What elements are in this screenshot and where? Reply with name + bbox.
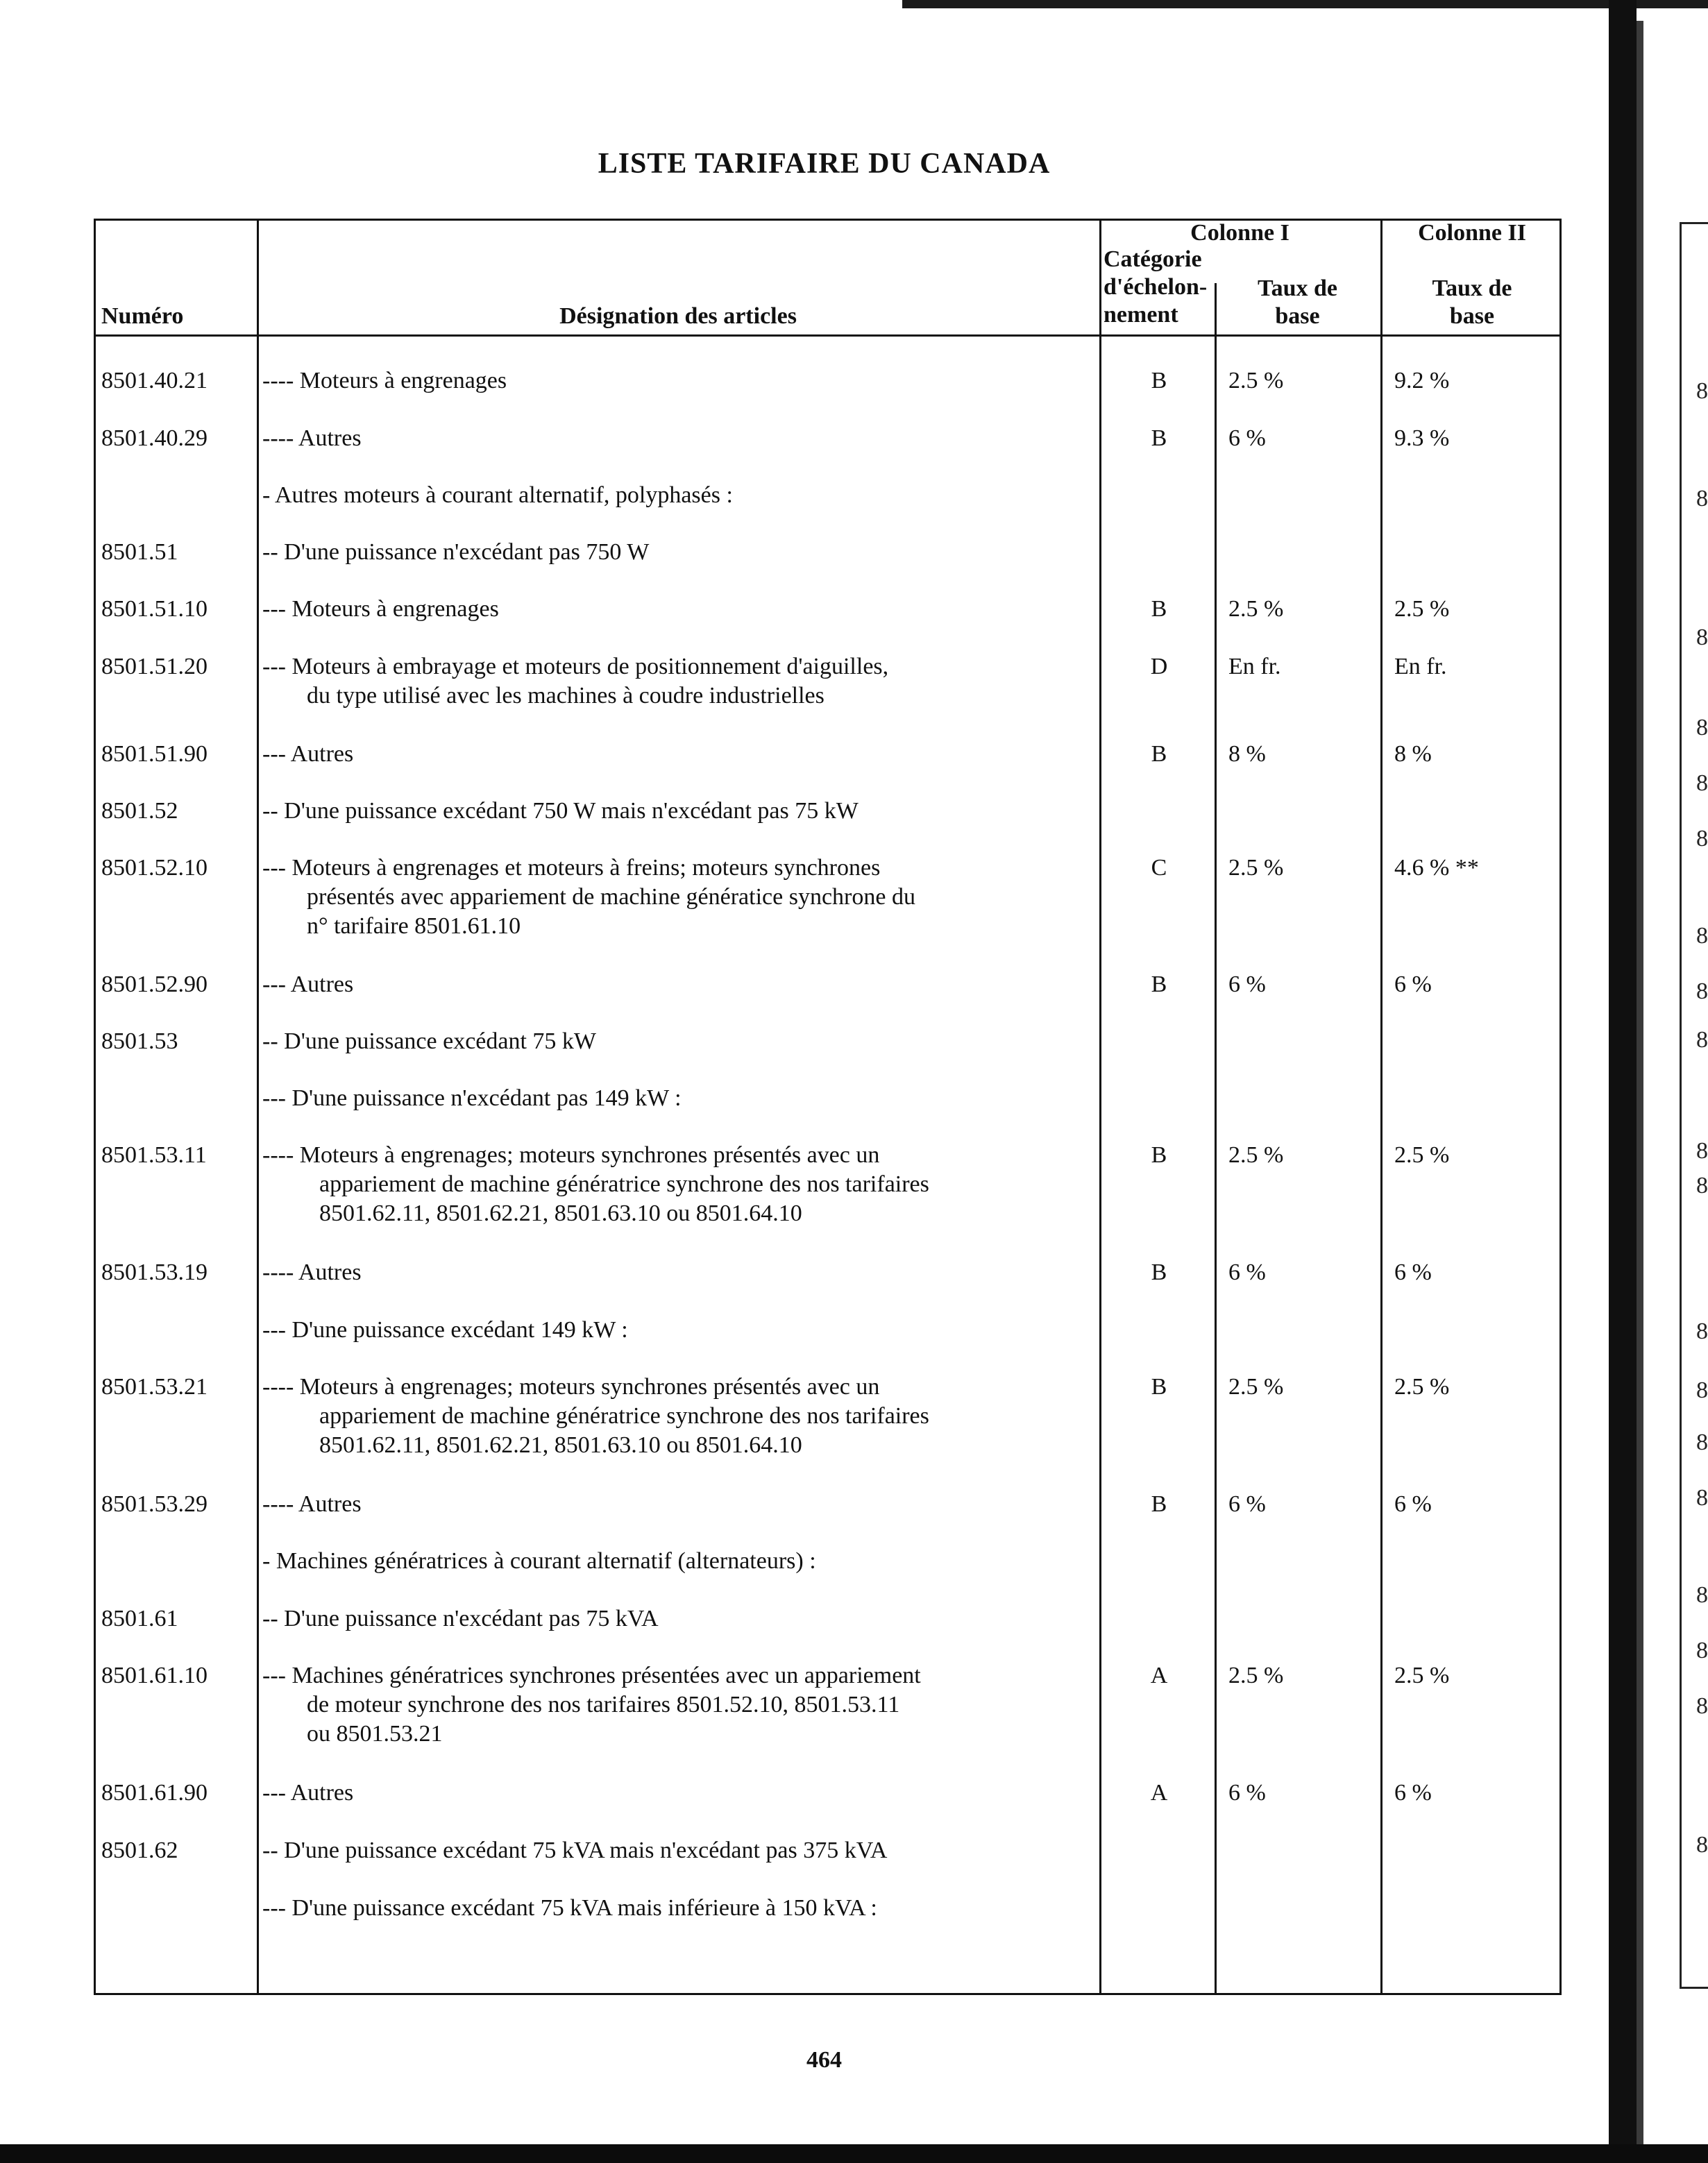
article-designation: [262, 1836, 1088, 1865]
designation-line: --- Autres: [262, 972, 354, 997]
column-rule: [1215, 283, 1217, 1993]
designation-line: n° tarifaire 8501.61.10: [307, 913, 521, 939]
staging-category: B: [1151, 368, 1167, 393]
designation-line: appariement de machine génératrice synchrone des nos tarifaires: [319, 1403, 929, 1429]
article-designation: [262, 595, 1088, 624]
designation-line: --- D'une puissance excédant 75 kVA mais inférieure à 150 kVA :: [262, 1895, 877, 1921]
article-designation: [262, 1490, 1088, 1519]
base-rate-column-1: 6 %: [1228, 425, 1266, 451]
header-line: d'échelon-: [1104, 274, 1208, 300]
adjacent-page-fragment: 8: [1696, 1693, 1708, 1719]
designation-line: appariement de machine génératrice synchrone des nos tarifaires: [319, 1171, 929, 1197]
adjacent-page-fragment: 8: [1696, 1638, 1708, 1663]
scan-gutter: [1609, 0, 1637, 2163]
header-designation: Désignation des articles: [559, 303, 797, 329]
base-rate-column-1: En fr.: [1228, 654, 1281, 679]
designation-line: de moteur synchrone des nos tarifaires 8501.52.10, 8501.53.11: [307, 1692, 900, 1717]
designation-line: --- D'une puissance n'excédant pas 149 kW :: [262, 1085, 682, 1111]
base-rate-column-1: 2.5 %: [1228, 596, 1284, 622]
article-designation: [262, 1316, 1088, 1345]
tariff-number: 8501.51.20: [101, 654, 208, 679]
base-rate-column-2: 6 %: [1394, 972, 1432, 997]
scan-bottom-edge: [0, 2144, 1708, 2163]
base-rate-column-2: 9.2 %: [1394, 368, 1450, 393]
staging-category: B: [1151, 741, 1167, 767]
adjacent-page-fragment: 8: [1696, 1485, 1708, 1511]
adjacent-page-fragment: 8: [1696, 1582, 1708, 1608]
designation-line: --- Autres: [262, 741, 354, 767]
base-rate-column-2: 6 %: [1394, 1491, 1432, 1517]
tariff-number: 8501.53: [101, 1028, 178, 1054]
article-designation: [262, 740, 1088, 769]
adjacent-page-fragment: 8: [1696, 715, 1708, 740]
staging-category: C: [1151, 855, 1167, 881]
designation-line: 8501.62.11, 8501.62.21, 8501.63.10 ou 8501.64.10: [319, 1201, 802, 1226]
tariff-number: 8501.40.21: [101, 368, 208, 393]
base-rate-column-2: En fr.: [1394, 654, 1447, 679]
designation-line: --- D'une puissance excédant 149 kW :: [262, 1317, 628, 1343]
header-line: Taux de: [1432, 275, 1512, 301]
article-designation: [262, 652, 1088, 711]
tariff-number: 8501.61.10: [101, 1663, 208, 1688]
tariff-number: 8501.62: [101, 1838, 178, 1863]
adjacent-page-fragment: 8: [1696, 826, 1708, 851]
tariff-number: 8501.52.90: [101, 972, 208, 997]
header-line: base: [1275, 303, 1320, 329]
base-rate-column-2: 2.5 %: [1394, 1374, 1450, 1400]
article-designation: [262, 1373, 1088, 1460]
page-title: LISTE TARIFAIRE DU CANADA: [598, 148, 1051, 180]
staging-category: B: [1151, 1491, 1167, 1517]
scan-gutter-shadow: [1637, 21, 1643, 2163]
designation-line: --- Moteurs à engrenages et moteurs à freins; moteurs synchrones: [262, 855, 881, 881]
tariff-number: 8501.51.10: [101, 596, 208, 622]
base-rate-column-1: 6 %: [1228, 1780, 1266, 1806]
designation-line: présentés avec appariement de machine génératicе synchrone du: [307, 884, 915, 910]
article-designation: [262, 538, 1088, 567]
base-rate-column-2: 6 %: [1394, 1780, 1432, 1806]
base-rate-column-1: 8 %: [1228, 741, 1266, 767]
article-designation: [262, 366, 1088, 396]
base-rate-column-1: 2.5 %: [1228, 1374, 1284, 1400]
header-numero: Numéro: [101, 303, 184, 329]
header-line: base: [1449, 303, 1495, 329]
article-designation: [262, 1894, 1088, 1923]
designation-line: ---- Autres: [262, 1491, 362, 1517]
adjacent-page-fragment: 8: [1696, 1377, 1708, 1403]
tariff-number: 8501.51.90: [101, 741, 208, 767]
header-categorie: [1104, 246, 1215, 329]
header-colonne-2: Colonne II: [1418, 220, 1526, 246]
base-rate-column-1: 6 %: [1228, 972, 1266, 997]
base-rate-column-1: 2.5 %: [1228, 1663, 1284, 1688]
article-designation: [262, 854, 1088, 941]
designation-line: -- D'une puissance n'excédant pas 75 kVA: [262, 1606, 659, 1631]
header-separator: [96, 334, 1559, 337]
column-rule: [1099, 221, 1101, 1993]
base-rate-column-2: 2.5 %: [1394, 1663, 1450, 1688]
designation-line: -- D'une puissance n'excédant pas 750 W: [262, 539, 650, 565]
article-designation: [262, 797, 1088, 826]
staging-category: B: [1151, 1374, 1167, 1400]
staging-category: B: [1151, 972, 1167, 997]
staging-category: A: [1150, 1780, 1168, 1806]
designation-line: ---- Moteurs à engrenages; moteurs synchrones présentés avec un: [262, 1374, 880, 1400]
scan-top-edge: [902, 0, 1708, 8]
article-designation: [262, 1258, 1088, 1287]
base-rate-column-1: 2.5 %: [1228, 1142, 1284, 1168]
tariff-number: 8501.53.19: [101, 1259, 208, 1285]
article-designation: [262, 1084, 1088, 1113]
header-taux-base-2: [1380, 275, 1564, 330]
staging-category: B: [1151, 1259, 1167, 1285]
article-designation: [262, 1779, 1088, 1808]
adjacent-page-fragment: 8: [1696, 978, 1708, 1004]
adjacent-page-fragment: 8: [1696, 1318, 1708, 1344]
staging-category: B: [1151, 1142, 1167, 1168]
article-designation: [262, 1661, 1088, 1749]
base-rate-column-2: 8 %: [1394, 741, 1432, 767]
header-colonne-1: Colonne I: [1190, 220, 1290, 246]
designation-line: -- D'une puissance excédant 750 W mais n'excédant pas 75 kW: [262, 798, 859, 824]
adjacent-page-fragment: 8: [1696, 923, 1708, 949]
staging-category: D: [1150, 654, 1168, 679]
column-rule: [257, 221, 259, 1993]
designation-line: -- D'une puissance excédant 75 kVA mais n'excédant pas 375 kVA: [262, 1838, 888, 1863]
article-designation: [262, 424, 1088, 453]
tariff-table: [94, 219, 1562, 1995]
adjacent-page-fragment: 8: [1696, 625, 1708, 650]
designation-line: ou 8501.53.21: [307, 1721, 443, 1747]
adjacent-page-fragment: 8: [1696, 770, 1708, 796]
tariff-number: 8501.61.90: [101, 1780, 208, 1806]
base-rate-column-2: 6 %: [1394, 1259, 1432, 1285]
designation-line: -- D'une puissance excédant 75 kW: [262, 1028, 596, 1054]
article-designation: [262, 1604, 1088, 1634]
base-rate-column-1: 2.5 %: [1228, 368, 1284, 393]
header-line: Taux de: [1258, 275, 1337, 301]
adjacent-page-fragment: 8: [1696, 1138, 1708, 1164]
article-designation: [262, 481, 1088, 510]
staging-category: B: [1151, 596, 1167, 622]
designation-line: ---- Autres: [262, 425, 362, 451]
staging-category: B: [1151, 425, 1167, 451]
designation-line: - Machines génératrices à courant alternatif (alternateurs) :: [262, 1548, 816, 1574]
staging-category: A: [1150, 1663, 1168, 1688]
base-rate-column-1: 6 %: [1228, 1491, 1266, 1517]
adjacent-page-fragment: 8: [1696, 486, 1708, 511]
tariff-number: 8501.61: [101, 1606, 178, 1631]
designation-line: --- Autres: [262, 1780, 354, 1806]
header-line: Catégorie: [1104, 246, 1202, 272]
adjacent-page-fragment: 8: [1696, 1027, 1708, 1053]
article-designation: [262, 1141, 1088, 1228]
designation-line: --- Moteurs à engrenages: [262, 596, 499, 622]
header-taux-base-1: [1215, 275, 1380, 330]
designation-line: --- Moteurs à embrayage et moteurs de positionnement d'aiguilles,: [262, 654, 889, 679]
designation-line: ---- Autres: [262, 1259, 362, 1285]
tariff-number: 8501.51: [101, 539, 178, 565]
page-number: 464: [806, 2047, 842, 2073]
base-rate-column-2: 2.5 %: [1394, 596, 1450, 622]
designation-line: --- Machines génératrices synchrones présentées avec un appariement: [262, 1663, 921, 1688]
designation-line: ---- Moteurs à engrenages; moteurs synchrones présentés avec un: [262, 1142, 880, 1168]
column-rule: [1380, 221, 1383, 1993]
tariff-number: 8501.53.29: [101, 1491, 208, 1517]
adjacent-page-fragment: 8: [1696, 1173, 1708, 1198]
base-rate-column-2: 9.3 %: [1394, 425, 1450, 451]
tariff-number: 8501.52: [101, 798, 178, 824]
designation-line: ---- Moteurs à engrenages: [262, 368, 507, 393]
article-designation: [262, 1547, 1088, 1576]
article-designation: [262, 1027, 1088, 1056]
base-rate-column-2: 4.6 % **: [1394, 855, 1479, 881]
tariff-number: 8501.52.10: [101, 855, 208, 881]
header-line: nement: [1104, 302, 1178, 328]
tariff-number: 8501.53.11: [101, 1142, 207, 1168]
designation-line: du type utilisé avec les machines à coudre industrielles: [307, 683, 825, 709]
tariff-number: 8501.40.29: [101, 425, 208, 451]
adjacent-page-fragment: 8: [1696, 1430, 1708, 1455]
adjacent-page-fragment: 8: [1696, 1832, 1708, 1858]
tariff-number: 8501.53.21: [101, 1374, 208, 1400]
base-rate-column-1: 6 %: [1228, 1259, 1266, 1285]
designation-line: - Autres moteurs à courant alternatif, polyphasés :: [262, 482, 733, 508]
base-rate-column-1: 2.5 %: [1228, 855, 1284, 881]
base-rate-column-2: 2.5 %: [1394, 1142, 1450, 1168]
article-designation: [262, 970, 1088, 999]
adjacent-page-fragment: 8: [1696, 378, 1708, 404]
designation-line: 8501.62.11, 8501.62.21, 8501.63.10 ou 8501.64.10: [319, 1432, 802, 1458]
